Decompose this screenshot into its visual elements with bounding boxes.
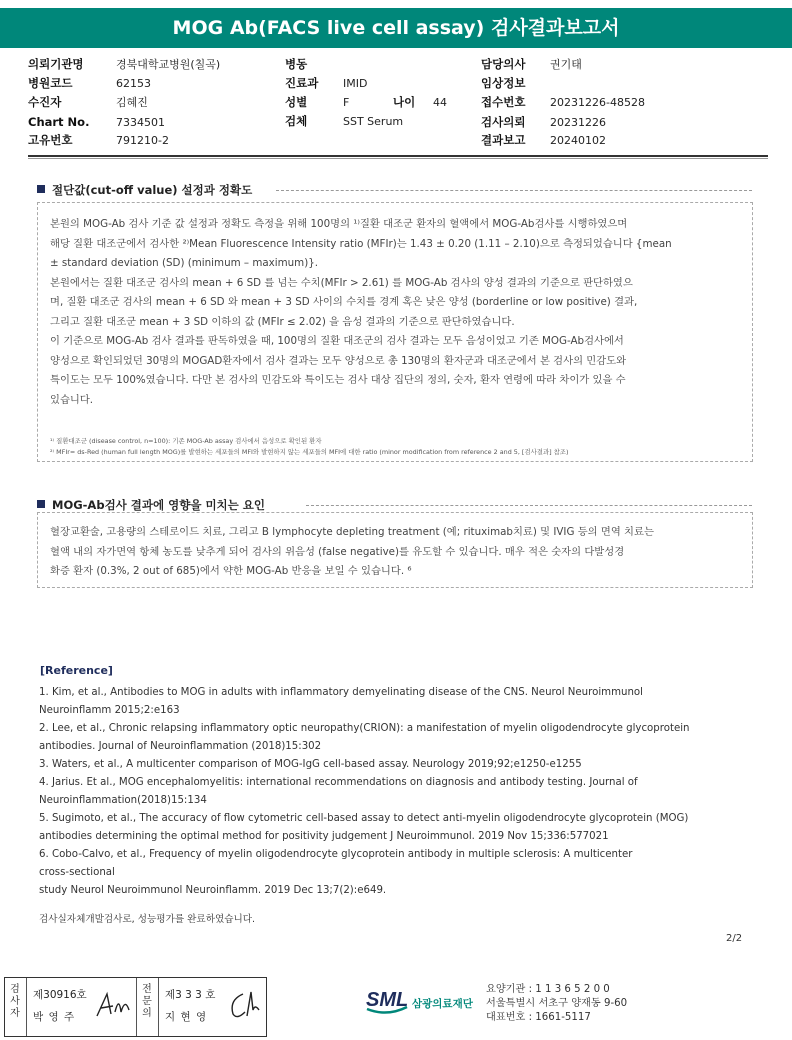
age-label: 나이 — [393, 95, 416, 109]
section-heading: MOG-Ab검사 결과에 영향을 미치는 요인 — [37, 497, 265, 513]
info-value: 62153 — [116, 77, 151, 90]
specialist-label: 전 문 의 — [142, 984, 152, 1019]
info-label: 접수번호 — [481, 95, 526, 109]
patient-info-table — [28, 55, 768, 151]
info-value: 20231226-48528 — [550, 96, 645, 109]
reference-title: [Reference] — [40, 664, 113, 677]
info-value: 7334501 — [116, 116, 165, 129]
info-value: 791210-2 — [116, 134, 169, 147]
svg-text:SML: SML — [366, 989, 409, 1011]
info-label: 진료과 — [285, 76, 319, 90]
lab-name: 삼광의료재단 — [412, 998, 473, 1010]
info-label: 검체 — [285, 114, 308, 128]
report-footer — [0, 975, 792, 1040]
info-value: 20240102 — [550, 134, 606, 147]
validation-note: 검사실자체개발검사로, 성능평가를 완료하였습니다. — [39, 914, 256, 925]
bullet-square-icon — [37, 500, 45, 508]
tester-signature — [93, 988, 133, 1024]
divider — [28, 158, 768, 159]
info-value: IMID — [343, 77, 368, 90]
divider — [28, 155, 768, 157]
footnote: ¹⁾ 질환대조군 (disease control, n=100): 기존 MOG-Ab assay 검사에서 음성으로 확인된 환자 — [50, 437, 322, 445]
tester-name: 박 영 주 — [33, 1011, 76, 1023]
info-label: 수진자 — [28, 95, 62, 109]
info-value: 권기태 — [550, 58, 582, 71]
lab-logo — [364, 983, 410, 1017]
signature-box — [4, 977, 267, 1037]
info-value: 김혜진 — [116, 96, 148, 109]
specialist-license: 제3 3 3 호 — [165, 989, 216, 1001]
info-label: 담당의사 — [481, 57, 526, 71]
reference-list: 1. Kim, et al., Antibodies to MOG in adults with inflammatory demyelinating disease of the CNS. Neurol Neuroimmunol Neuroinflamm 2015;2:e163 2. Lee, et al., Chronic relapsing inflammatory optic neuropathy(CRION): a manifestation of myelin oligodendrocyte glycoprotein antibodies. Journal of Neuroinflammation (2018)15:302 3. Waters, et al., A multicenter comparison of MOG-IgG cell-based assay. Neurology 2019;92;e1250-e1255 4. Jarius. Et al., MOG encephalomyelitis: international recommendations on diagnosis and antibody testing. Journal of Neuroinflammation(2018)15:134 5. Sugimoto, et al., The accuracy of flow cytometric cell-based assay to detect anti-myelin oligodendrocyte glycoprotein (MOG) antibodies determining the optimal method for positivity judgement J Neuroimmunol. 2019 Nov 15;336:577021 6. Cobo-Calvo, et al., Frequency of myelin oligodendrocyte glycoprotein antibody in multiple sclerosis: A multicenter cross-sectional study Neurol Neuroimmunol Neuroinflamm. 2019 Dec 13;7(2):e649. — [39, 687, 690, 896]
info-label: 병원코드 — [28, 76, 73, 90]
info-label: 성별 — [285, 95, 308, 109]
page-number: 2/2 — [726, 933, 743, 944]
info-value: 경북대학교병원(칠곡) — [116, 58, 221, 71]
report-title: MOG Ab(FACS live cell assay) 검사결과보고서 — [0, 8, 792, 48]
age-value: 44 — [433, 96, 447, 109]
info-label: 임상정보 — [481, 76, 526, 90]
info-value: SST Serum — [343, 115, 404, 128]
factors-section-text: 혈장교환술, 고용량의 스테로이드 치료, 그리고 B lymphocyte depleting treatment (예; rituximab치료) 및 IVIG 등의 면역 치료는 혈액 내의 자가면역 항체 농도를 낮추게 되어 검사의 위음성 (false negative)를 유도할 수 있습니다. 매우 적은 숫자의 다발성경 화증 환자 (0.3%, 2 out of 685)에서 약한 MOG-Ab 반응을 보일 수 있습니다. ⁶ — [50, 526, 654, 577]
info-label: 의뢰기관명 — [28, 57, 84, 71]
info-label: Chart No. — [28, 115, 90, 129]
specialist-signature — [225, 986, 265, 1026]
tester-license: 제30916호 — [33, 989, 87, 1001]
cutoff-section-text: 본원의 MOG-Ab 검사 기준 값 설정과 정확도 측정을 위해 100명의 ¹⁾질환 대조군 환자의 혈액에서 MOG-Ab검사를 시행하였으며 해당 질환 대조군에서 검사한 ²⁾Mean Fluorescence Intensity ratio (MFIr)는 1.43 ± 0.20 (1.11 – 2.10)으로 측정되었습니다 {mean ± standard deviation (SD) (minimum – maximum)}. 본원에서는 질환 대조군 검사의 mean + 6 SD 를 넘는 수치(MFIr > 2.61) 를 MOG-Ab 검사의 양성 결과의 기준으로 판단하였으 며, 질환 대조군 검사의 mean + 6 SD 와 mean + 3 SD 사이의 수치를 경계 혹은 낮은 양성 (borderline or low positive) 결과, 그리고 질환 대조군 mean + 3 SD 이하의 값 (MFIr ≤ 2.02) 을 음성 결과의 기준으로 판단하였습니다. 이 기준으로 MOG-Ab 검사 결과를 판독하였을 때, 100명의 질환 대조군의 검사 결과는 모두 음성이었고 기존 MOG-Ab검사에서 양성으로 확인되었던 30명의 MOGAD환자에서 검사 결과는 모두 양성으로 총 130명의 환자군과 대조군에서 본 검사의 민감도와 특이도는 모두 100%였습니다. 다만 본 검사의 민감도와 특이도는 검사 대상 집단의 정의, 숫자, 환자 연령에 따라 차이가 있을 수 있습니다. — [50, 218, 672, 406]
info-label: 고유번호 — [28, 133, 73, 147]
lab-info: 요양기관 : 1 1 3 6 5 2 0 0 서울특별시 서초구 양재동 9-60 대표번호 : 1661-5117 — [486, 984, 628, 1023]
divider — [306, 505, 752, 506]
tester-label: 검 사 자 — [10, 984, 20, 1019]
divider — [276, 190, 752, 191]
specialist-name: 지 현 영 — [165, 1011, 208, 1023]
info-label: 결과보고 — [481, 133, 526, 147]
info-label: 병동 — [285, 57, 308, 71]
section-heading: 절단값(cut-off value) 설정과 정확도 — [37, 182, 252, 198]
info-value: F — [343, 96, 350, 109]
info-label: 검사의뢰 — [481, 115, 526, 129]
footnote: ²⁾ MFIr= ds-Red (human full length MOG)를 발현하는 세포들의 MFI와 발현하지 않는 세포들의 MFI에 대한 ratio (minor modification from reference 2 and 5, [검사결과] 참조) — [50, 448, 569, 456]
info-value: 20231226 — [550, 116, 606, 129]
bullet-square-icon — [37, 185, 45, 193]
